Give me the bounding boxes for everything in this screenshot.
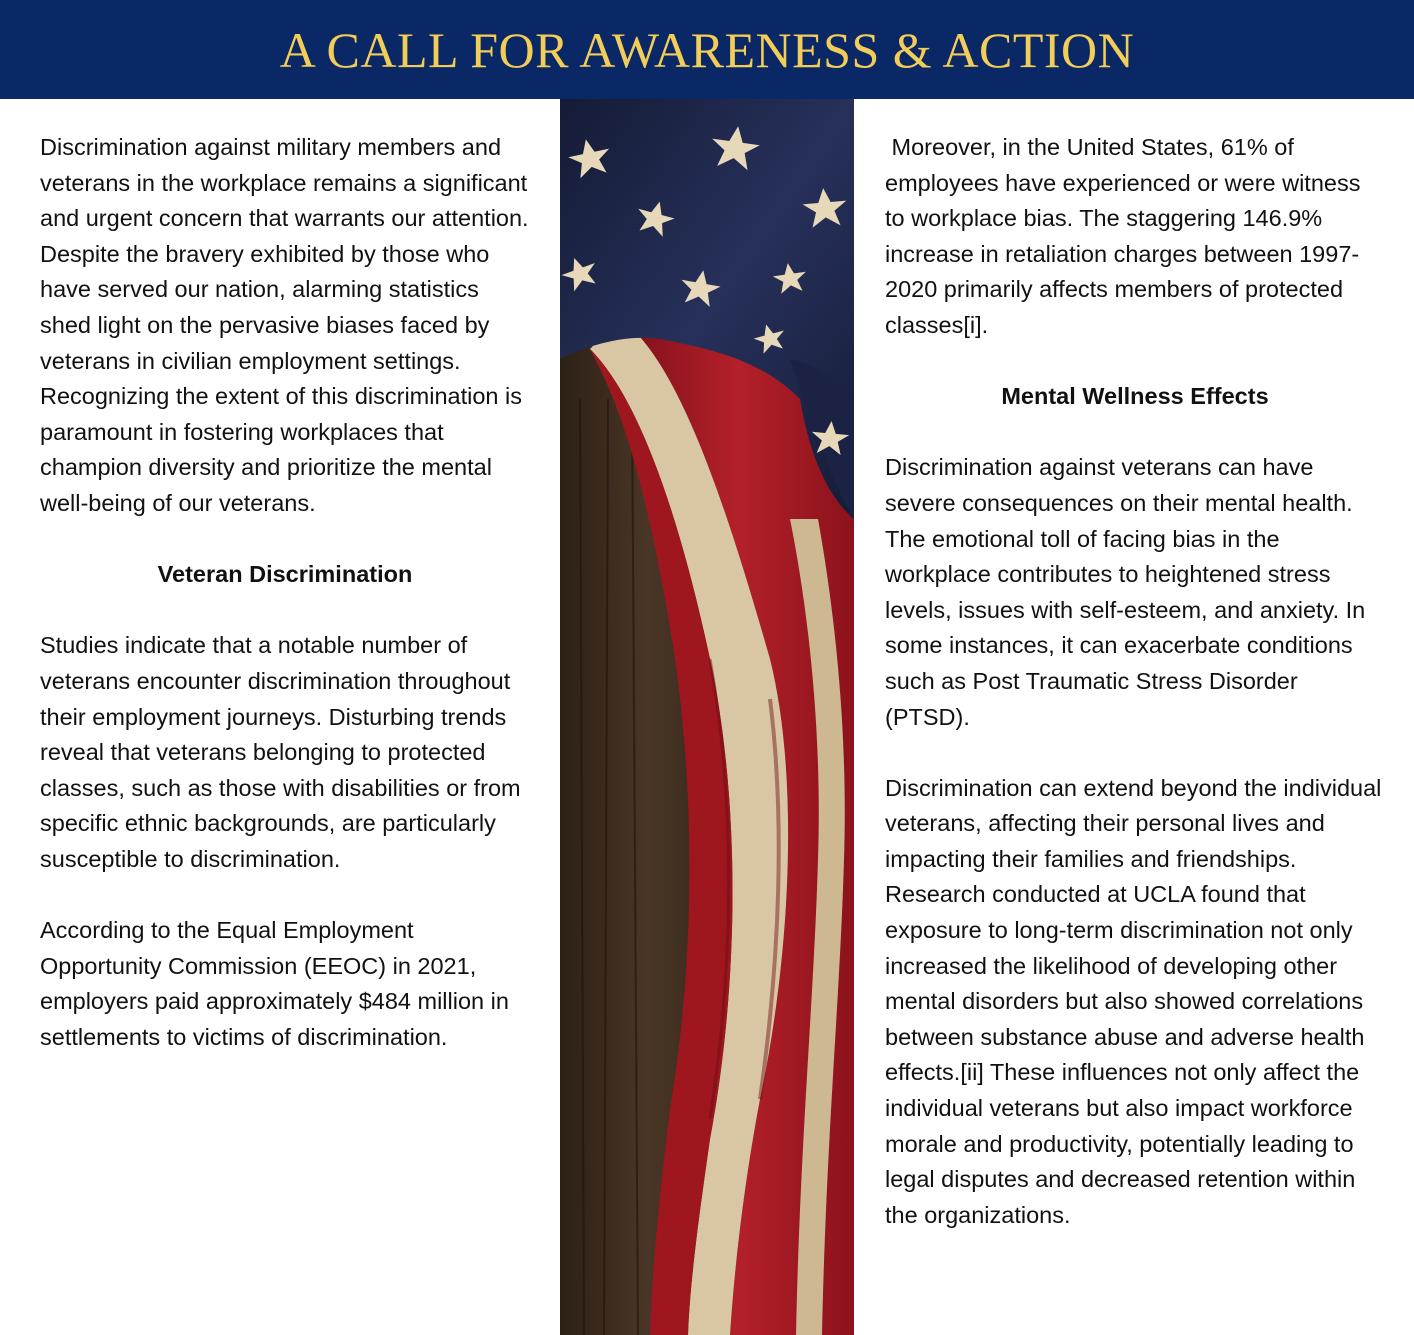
left-column <box>40 130 530 1091</box>
header-banner <box>0 0 1414 99</box>
american-flag-image <box>560 99 854 1335</box>
section-heading-mental-wellness: Mental Wellness Effects <box>1001 383 1269 410</box>
page-title: A CALL FOR AWARENESS & ACTION <box>279 21 1135 78</box>
beyond-individual-paragraph: Discrimination can extend beyond the individual veterans, affecting their personal lives and impacting their families and friendships. Research conducted at UCLA found that exposure to long-term discrimination not only increased the likelihood of developing other mental disorders but also showed correlations between substance abuse and adverse health effects.[ii] These influences not only affect the individual veterans but also impact workforce morale and productivity, potentially leading to legal disputes and decreased retention within the organizations. <box>885 774 1382 1228</box>
right-column <box>885 130 1385 1269</box>
flag-illustration <box>560 99 854 1335</box>
eeoc-paragraph: According to the Equal Employment Opportunity Commission (EEOC) in 2021, employers paid approximately $484 million in settlements to victims of discrimination. <box>40 917 509 1050</box>
section-heading-veteran-discrimination: Veteran Discrimination <box>157 561 413 588</box>
intro-paragraph: Discrimination against military members and veterans in the workplace remains a significant and urgent concern that warrants our attention. Despite the bravery exhibited by those who have served our nation, alarming statistics shed light on the pervasive biases faced by veterans in civilian employment settings. Recognizing the extent of this discrimination is paramount in fostering workplaces that champion diversity and prioritize the mental well-being of our veterans. <box>40 134 529 516</box>
bias-statistics-paragraph: Moreover, in the United States, 61% of employees have experienced or were witness to workplace bias. The staggering 146.9% increase in retaliation charges between 1997-2020 primarily affects members of protected classes[i]. <box>885 134 1368 338</box>
studies-paragraph: Studies indicate that a notable number of veterans encounter discrimination throughout their employment journeys. Disturbing trends reveal that veterans belonging to protected classes, such as those with disabilities or from specific ethnic backgrounds, are particularly susceptible to discrimination. <box>40 632 521 872</box>
mental-health-paragraph: Discrimination against veterans can have severe consequences on their mental health. The emotional toll of facing bias in the workplace contributes to heightened stress levels, issues with self-esteem, and anxiety. In some instances, it can exacerbate conditions such as Post Traumatic Stress Disorder (PTSD). <box>885 454 1366 730</box>
